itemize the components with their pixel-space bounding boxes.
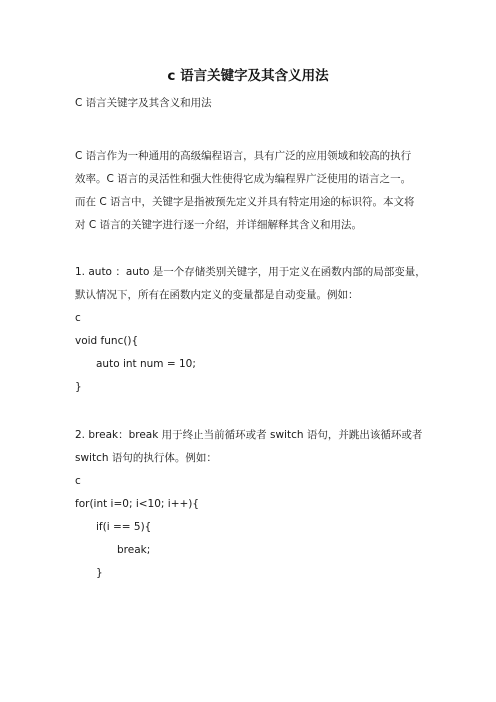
intro-line-2: 效率。C 语言的灵活性和强大性使得它成为编程界广泛使用的语言之一。 [75,173,412,185]
section1-line-2: 默认情况下，所有在函数内定义的变量都是自动变量。例如： [75,289,359,301]
document-subtitle: C 语言关键字及其含义和用法 [75,97,212,109]
code-line: break; [117,544,151,556]
intro-line-4: 对 C 语言的关键字进行逐一介绍，并详细解释其含义和用法。 [75,219,363,231]
code-line: void func(){ [75,335,139,347]
section1-line-1: 1. auto ：auto 是一个存储类别关键字，用于定义在函数内部的局部变量， [75,266,426,278]
code-line: auto int num = 10; [96,358,196,370]
section2-line-2: switch 语句的执行体。例如： [75,452,217,464]
code-line: for(int i=0; i<10; i++){ [75,498,200,510]
document-title: c 语言关键字及其含义用法 [167,68,329,84]
code-line: } [96,567,103,579]
intro-line-3: 而在 C 语言中，关键字是指被预先定义并具有特定用途的标识符。本文将 [75,196,415,208]
intro-line-1: C 语言作为一种通用的高级编程语言，具有广泛的应用领域和较高的执行 [75,150,412,162]
section2-line-1: 2. break：break 用于终止当前循环或者 switch 语句，并跳出该循环或者 [75,429,423,441]
code-language-label: c [75,475,81,487]
code-line: if(i == 5){ [96,521,152,533]
code-line: } [75,381,82,393]
code-language-label: c [75,312,81,324]
